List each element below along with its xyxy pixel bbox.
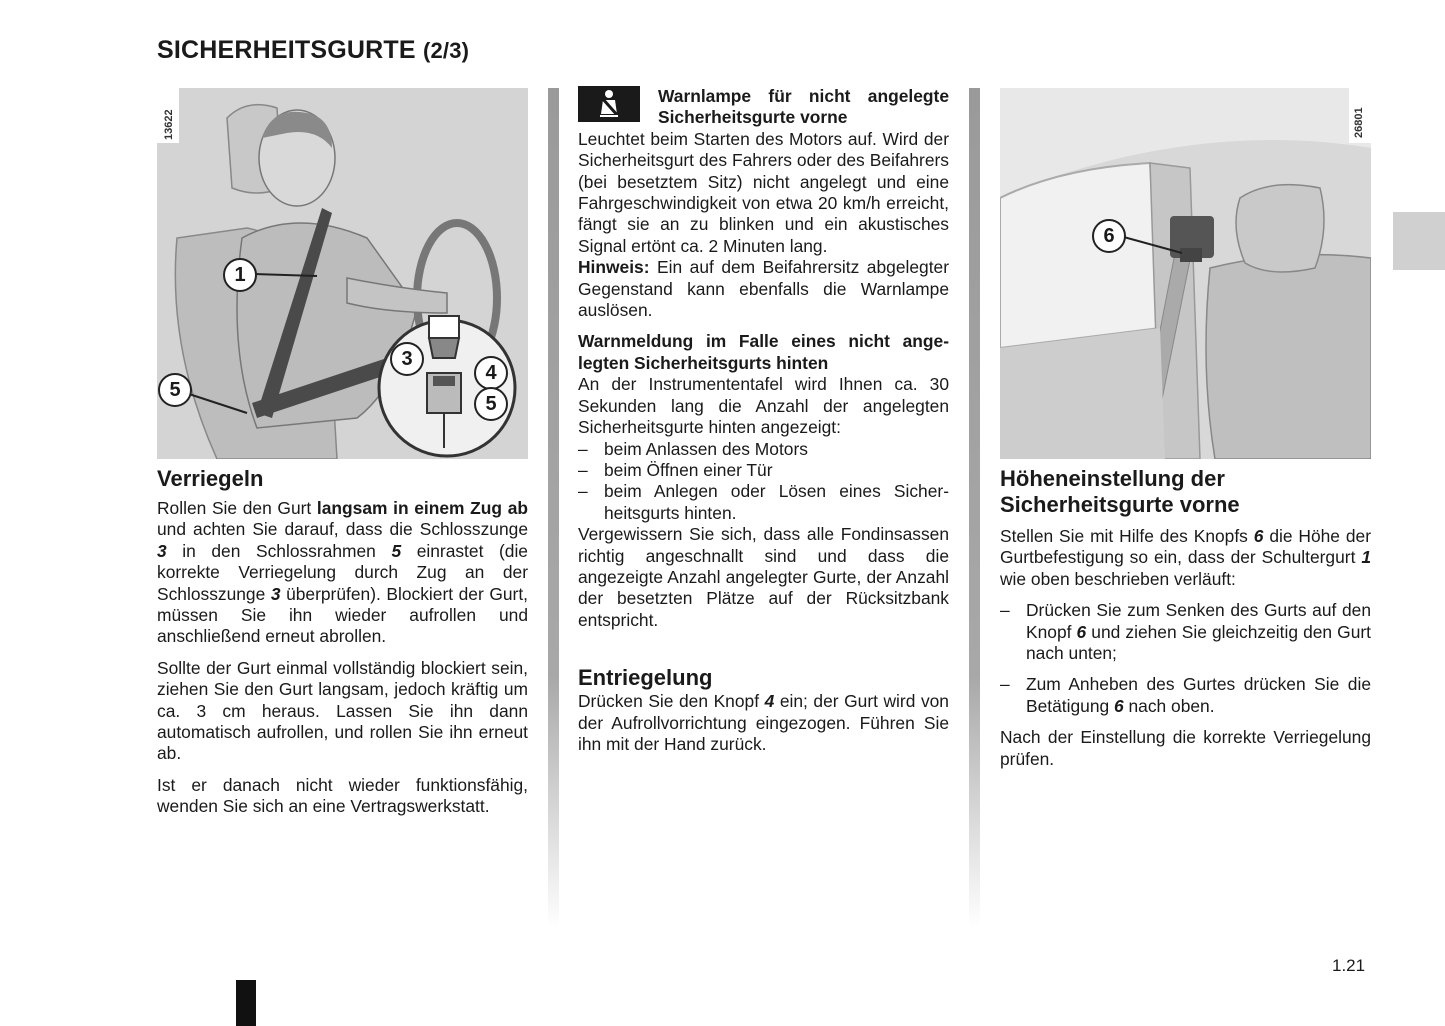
seatbelt-warning-icon	[578, 86, 640, 122]
heading-entriegelung: Entriegelung	[578, 665, 713, 691]
callout-5-inset: 5	[474, 387, 508, 421]
list-item: – beim Anlassen des Motors	[578, 439, 949, 460]
crop-mark	[236, 980, 256, 1026]
title-suffix: (2/3)	[422, 38, 470, 63]
page-title	[157, 36, 469, 65]
driver-illustration	[157, 88, 528, 459]
hint-paragraph: Hinweis: Ein auf dem Beifahrersitz abgelegter Gegenstand kann ebenfalls die Warnlampe auslösen.	[578, 257, 949, 321]
callout-5: 5	[158, 373, 192, 407]
figure-driver-seatbelt	[157, 88, 528, 459]
height-paragraph-1: Stellen Sie mit Hilfe des Knopfs 6 die Höhe der Gurtbefestigung so ein, dass der Schultergurt 1 wie oben beschrieben verläuft:	[1000, 526, 1372, 589]
callout-4: 4	[474, 356, 508, 390]
locking-paragraph-2: Sollte der Gurt einmal vollständig blockiert sein, ziehen Sie den Gurt langsam, jedoch kräftig um ca. 3 cm heraus. Lassen Sie ihn dann automatisch aufrollen, und rollen Sie ihn erneut ab.	[157, 657, 528, 764]
rear-warning-list	[578, 439, 949, 525]
list-item: – beim Öffnen einer Tür	[578, 460, 949, 481]
warning-lamp-block	[578, 86, 949, 129]
unlock-paragraph: Drücken Sie den Knopf 4 ein; der Gurt wird von der Aufrollvorrichtung eingezogen. Führen Sie ihn mit der Hand zurück.	[578, 691, 949, 754]
list-item: – Zum Anheben des Gurtes drücken Sie die Betätigung 6 nach oben.	[1000, 674, 1371, 717]
heading-verriegeln: Verriegeln	[157, 466, 264, 491]
column-divider-1	[548, 88, 559, 928]
column-height-adjustment	[1000, 466, 1371, 780]
figure-belt-height	[1000, 88, 1371, 459]
list-item: – Drücken Sie zum Senken des Gurts auf den Knopf 6 und ziehen Sie gleichzeitig den Gurt nach unten;	[1000, 600, 1371, 664]
column-warnings	[578, 86, 949, 765]
locking-paragraph-1: Rollen Sie den Gurt langsam in einem Zug ab und achten Sie darauf, dass die Schlosszunge 3 in den Schlossrahmen 5 einrastet (die korrekte Verriegelung durch Zug an der Schlosszunge 3 überprüfen). Blockiert der Gurt, müssen Sie ihn wieder aufrollen und anschließend erneut abrollen.	[157, 498, 528, 647]
seat-illustration	[1000, 88, 1371, 459]
callout-1: 1	[223, 258, 257, 292]
height-paragraph-2: Nach der Einstellung die korrekte Verriegelung prüfen.	[1000, 727, 1371, 769]
rear-warning-title: Warnmeldung im Falle eines nicht angelegten Sicherheitsgurts hinten	[578, 331, 949, 373]
locking-paragraph-3: Ist er danach nicht wieder funktionsfähig, wenden Sie sich an eine Vertragswerkstatt.	[157, 774, 528, 817]
column-locking	[157, 466, 528, 828]
column-divider-2	[969, 88, 980, 928]
callout-3: 3	[390, 342, 424, 376]
height-list	[1000, 600, 1371, 717]
figure-code-left: 13622	[163, 109, 175, 140]
callout-6: 6	[1092, 219, 1126, 253]
list-item: – beim Anlegen oder Lösen eines Sicherheitsgurts hinten.	[578, 481, 949, 524]
rear-warning-after: Vergewissern Sie sich, dass alle Fondinsassen richtig angeschnallt sind und dass die angezeigte Anzahl angelegter Gurte, der Anzahl der besetzten Plätze auf der Rücksitzbank entspricht.	[578, 524, 949, 630]
rear-warning-text: An der Instrumententafel wird Ihnen ca. 30 Sekunden lang die Anzahl der angelegten Sicherheitsgurte hinten angezeigt:	[578, 374, 949, 438]
title-text: SICHERHEITSGURTE	[157, 36, 416, 64]
warning-lamp-title: Warnlampe für nicht angelegte Sicherheitsgurte vorne	[658, 86, 949, 128]
chapter-tab	[1393, 212, 1445, 270]
page-number: 1.21	[1332, 956, 1366, 975]
warning-lamp-text: Leuchtet beim Starten des Motors auf. Wird der Sicherheitsgurt des Fahrers oder des Beifahrers (bei besetztem Sitz) nicht angelegt und eine Fahrgeschwindigkeit von etwa 20 km/h erreicht, fängt sie an zu blinken und ein akustisches Signal ertönt ca. 2 Minuten lang.	[578, 128, 949, 256]
heading-hoeheneinstellung: Höheneinstellung der Sicherheitsgurte vorne	[1000, 466, 1240, 517]
figure-code-right: 26801	[1353, 107, 1365, 138]
